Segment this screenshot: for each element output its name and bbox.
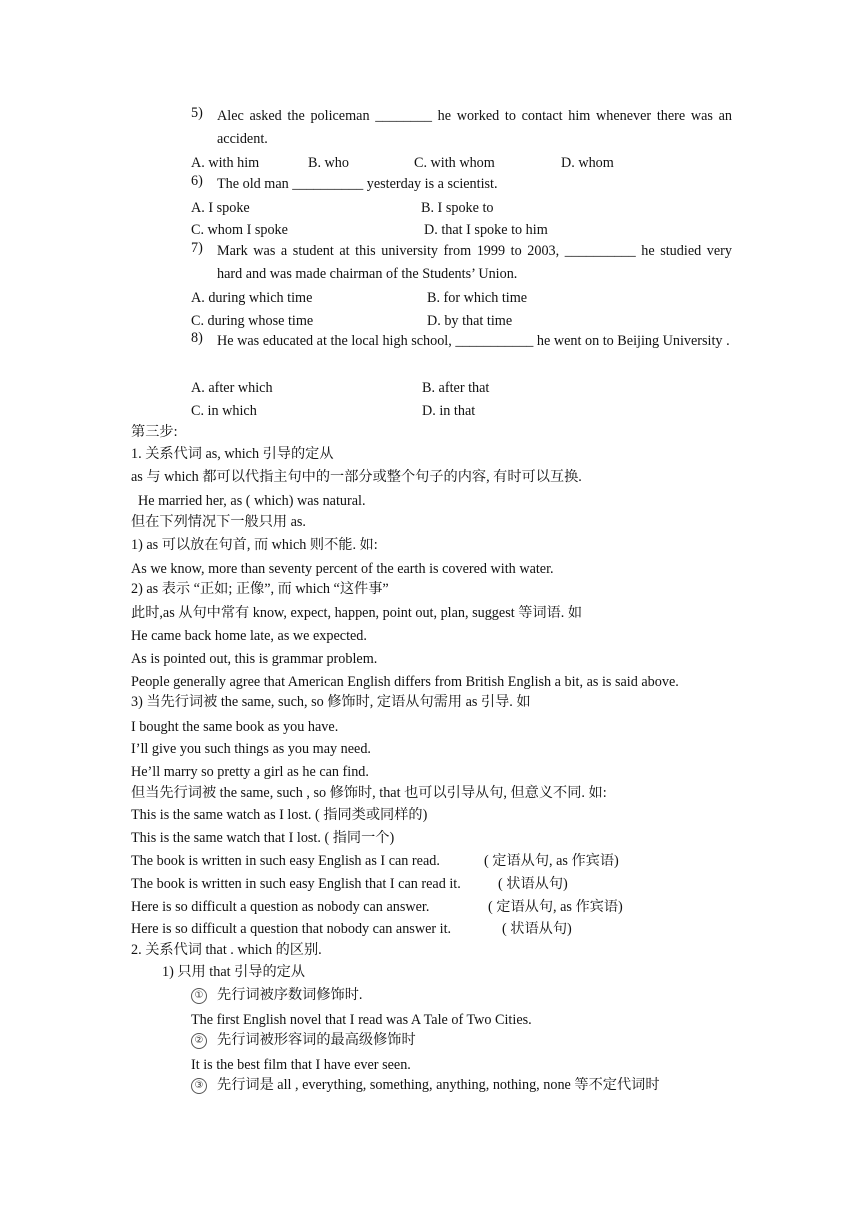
option-c: C. in which xyxy=(191,403,257,419)
circled-item-3 xyxy=(191,1076,660,1094)
example-sentence: He married her, as ( which) was natural. xyxy=(138,493,366,509)
circled-number: ② xyxy=(191,1033,207,1049)
question-6 xyxy=(191,173,732,196)
example-sentence: He came back home late, as we expected. xyxy=(131,628,367,644)
option-d: D. in that xyxy=(422,403,476,419)
example-sentence: As is pointed out, this is grammar problem. xyxy=(131,651,378,667)
option-c: C. whom I spoke xyxy=(191,222,288,238)
example-sentence: This is the same watch as I lost. ( 指同类或同样的) xyxy=(131,807,428,823)
option-b: B. after that xyxy=(422,380,490,396)
question-text: Alec asked the policeman ________ he worked to contact him whenever there was an accident. xyxy=(217,108,732,147)
circled-number: ① xyxy=(191,988,207,1004)
example-sentence: As we know, more than seventy percent of the earth is covered with water. xyxy=(131,561,554,577)
question-text: Mark was a student at this university from 1999 to 2003, __________ he studied very hard and was made chairman of the Students’ Union. xyxy=(217,243,732,282)
question-8 xyxy=(191,330,732,353)
example-sentence: He’ll marry so pretty a girl as he can find. xyxy=(131,764,369,780)
option-b: B. who xyxy=(308,155,349,171)
circled-item-1 xyxy=(191,986,362,1004)
question-5 xyxy=(191,105,732,150)
circled-item-2 xyxy=(191,1031,416,1049)
question-7 xyxy=(191,240,732,285)
paragraph: as 与 which 都可以代指主句中的一部分或整个句子的内容, 有时可以互换. xyxy=(131,469,582,485)
example-sentence: It is the best film that I have ever seen. xyxy=(191,1057,411,1073)
question-number: 7) xyxy=(191,240,203,256)
option-d: D. that I spoke to him xyxy=(424,222,548,238)
question-text: He was educated at the local high school, ___________ he went on to Beijing University . xyxy=(217,333,730,349)
example-sentence: The book is written in such easy English as I can read. xyxy=(131,853,440,869)
option-a: A. after which xyxy=(191,380,273,396)
example-note: ( 定语从句, as 作宾语) xyxy=(488,899,623,915)
question-number: 6) xyxy=(191,173,203,189)
option-d: D. by that time xyxy=(427,313,513,329)
rule-item: 1) as 可以放在句首, 而 which 则不能. 如: xyxy=(131,537,378,553)
option-b: B. for which time xyxy=(427,290,528,306)
option-c: C. during whose time xyxy=(191,313,314,329)
item-text: 先行词被序数词修饰时. xyxy=(217,987,363,1003)
example-note: ( 定语从句, as 作宾语) xyxy=(484,853,619,869)
example-sentence: People generally agree that American English differs from British English a bit, as is said above. xyxy=(131,674,679,690)
rule-item: 3) 当先行词被 the same, such, so 修饰时, 定语从句需用 as 引导. 如 xyxy=(131,694,531,710)
section-heading: 2. 关系代词 that . which 的区别. xyxy=(131,942,322,958)
item-text: 先行词被形容词的最高级修饰时 xyxy=(217,1032,416,1048)
circled-number: ③ xyxy=(191,1078,207,1094)
paragraph: 此时,as 从句中常有 know, expect, happen, point out, plan, suggest 等词语. 如 xyxy=(131,605,583,621)
option-d: D. whom xyxy=(561,155,614,171)
example-sentence: Here is so difficult a question that nobody can answer it. xyxy=(131,921,452,937)
option-a: A. with him xyxy=(191,155,260,171)
paragraph: 但在下列情况下一般只用 as. xyxy=(131,514,306,530)
option-b: B. I spoke to xyxy=(421,200,494,216)
example-sentence: The book is written in such easy English that I can read it. xyxy=(131,876,461,892)
step-heading: 第三步: xyxy=(131,424,178,440)
option-c: C. with whom xyxy=(414,155,495,171)
example-note: ( 状语从句) xyxy=(502,921,572,937)
paragraph: 但当先行词被 the same, such , so 修饰时, that 也可以引导从句, 但意义不同. 如: xyxy=(131,785,607,801)
option-a: A. during which time xyxy=(191,290,313,306)
section-heading: 1. 关系代词 as, which 引导的定从 xyxy=(131,446,334,462)
example-sentence: The first English novel that I read was A Tale of Two Cities. xyxy=(191,1012,532,1028)
item-text: 先行词是 all , everything, something, anything, nothing, none 等不定代词时 xyxy=(217,1077,660,1093)
question-text: The old man __________ yesterday is a scientist. xyxy=(217,176,498,192)
rule-item: 2) as 表示 “正如; 正像”, 而 which “这件事” xyxy=(131,581,389,597)
sub-heading: 1) 只用 that 引导的定从 xyxy=(162,964,306,980)
question-number: 5) xyxy=(191,105,203,121)
example-sentence: This is the same watch that I lost. ( 指同一个) xyxy=(131,830,395,846)
example-sentence: I bought the same book as you have. xyxy=(131,719,339,735)
example-note: ( 状语从句) xyxy=(498,876,568,892)
option-a: A. I spoke xyxy=(191,200,250,216)
question-number: 8) xyxy=(191,330,203,346)
example-sentence: I’ll give you such things as you may need. xyxy=(131,741,371,757)
example-sentence: Here is so difficult a question as nobody can answer. xyxy=(131,899,430,915)
